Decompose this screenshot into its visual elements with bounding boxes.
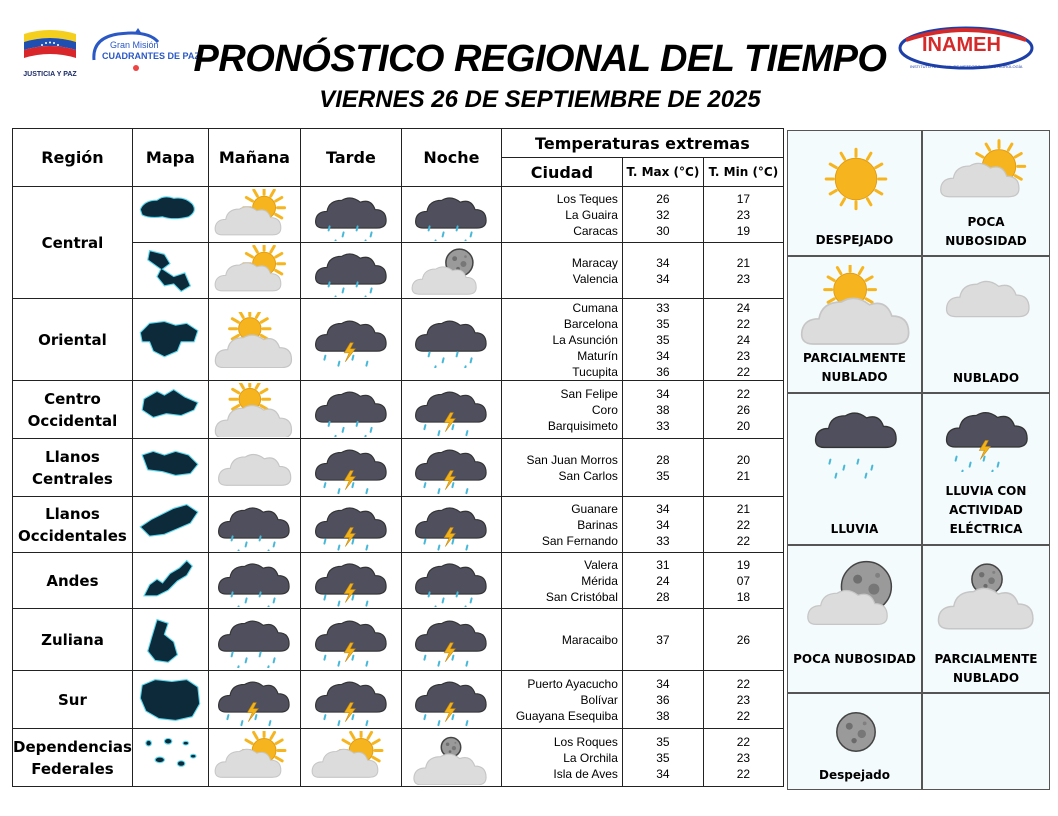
region-name: Andes bbox=[13, 553, 133, 609]
city-name: Coro bbox=[591, 402, 618, 417]
map-cell bbox=[132, 381, 208, 439]
tmin-value: 21 bbox=[736, 468, 751, 483]
tmin-value: 23 bbox=[736, 271, 751, 286]
tmax-value: 32 bbox=[656, 207, 670, 222]
lluvia-icon bbox=[212, 555, 296, 607]
tmax-value: 35 bbox=[656, 750, 670, 765]
morning-cell bbox=[208, 729, 300, 787]
tmin-cell bbox=[703, 243, 783, 299]
legend-item bbox=[922, 130, 1050, 256]
night-cell bbox=[401, 381, 501, 439]
electrica-icon bbox=[409, 441, 493, 495]
nublado-icon bbox=[939, 265, 1035, 335]
tmax-value: 33 bbox=[656, 300, 670, 315]
cities-cell bbox=[501, 243, 622, 299]
poca-nubosidad-icon bbox=[937, 139, 1037, 215]
venezuela-flag-icon bbox=[22, 28, 78, 64]
tmin-value: 20 bbox=[736, 452, 751, 467]
legend-item bbox=[922, 545, 1050, 693]
forecast-date: VIERNES 26 DE SEPTIEMBRE DE 2025 bbox=[319, 86, 761, 113]
poca-nubosidad-icon bbox=[212, 189, 296, 241]
region-map-icon bbox=[135, 245, 205, 297]
tmax-value: 35 bbox=[656, 332, 670, 347]
night-cell bbox=[401, 299, 501, 381]
tmin-value: 23 bbox=[736, 692, 751, 707]
city-name: Valera bbox=[584, 557, 618, 572]
tmax-value: 33 bbox=[656, 418, 670, 433]
night-cell bbox=[401, 439, 501, 497]
map-cell bbox=[132, 609, 208, 671]
city-name: Los Roques bbox=[553, 734, 618, 749]
city-name: San Juan Morros bbox=[526, 452, 618, 467]
city-name: Puerto Ayacucho bbox=[527, 676, 618, 691]
region-name: Centro Occidental bbox=[13, 381, 133, 439]
cities-cell bbox=[501, 439, 622, 497]
inameh-subtitle: INSTITUTO NACIONAL DE METEOROLOGÍA E HIDROLOGÍA bbox=[910, 64, 1023, 69]
tmin-cell bbox=[703, 299, 783, 381]
map-cell bbox=[132, 439, 208, 497]
tmax-value: 31 bbox=[656, 557, 670, 572]
tmax-cell bbox=[622, 299, 703, 381]
legend-label: PARCIALMENTE NUBLADO bbox=[803, 351, 906, 384]
region-name: Sur bbox=[13, 671, 133, 729]
poca-nubosidad-icon bbox=[212, 245, 296, 297]
city-name: San Fernando bbox=[541, 533, 618, 548]
cities-cell bbox=[501, 497, 622, 553]
legend-item bbox=[787, 256, 922, 393]
tmax-cell bbox=[622, 497, 703, 553]
afternoon-cell bbox=[300, 497, 401, 553]
tmax-value: 36 bbox=[656, 692, 670, 707]
city-name: San Cristóbal bbox=[545, 589, 618, 604]
tmin-value: 19 bbox=[736, 557, 751, 572]
parcial-icon bbox=[212, 383, 296, 437]
afternoon-cell bbox=[300, 553, 401, 609]
tmin-value: 23 bbox=[736, 207, 751, 222]
tmax-cell bbox=[622, 671, 703, 729]
header-morning: Mañana bbox=[208, 129, 300, 187]
justicia-y-paz-text: JUSTICIA Y PAZ bbox=[23, 71, 77, 78]
region-map-icon bbox=[135, 674, 205, 726]
electrica-icon bbox=[309, 612, 393, 668]
city-name: La Guaira bbox=[565, 207, 618, 222]
poca-nubosidad-icon bbox=[309, 731, 393, 785]
tmin-value: 23 bbox=[736, 750, 751, 765]
region-name: Oriental bbox=[13, 299, 133, 381]
map-cell bbox=[132, 671, 208, 729]
tmax-value: 26 bbox=[656, 191, 670, 206]
region-map-icon bbox=[135, 189, 205, 241]
city-name: Valencia bbox=[572, 271, 618, 286]
tmax-value: 34 bbox=[656, 766, 670, 781]
tmin-cell bbox=[703, 609, 783, 671]
lluvia-icon bbox=[212, 499, 296, 551]
table-row bbox=[13, 729, 784, 787]
tmin-value: 26 bbox=[736, 632, 751, 647]
tmax-value: 34 bbox=[656, 255, 670, 270]
night-cell bbox=[401, 671, 501, 729]
tmin-cell bbox=[703, 381, 783, 439]
parcial-icon bbox=[212, 312, 296, 368]
tmin-value: 18 bbox=[736, 589, 751, 604]
tmin-value: 20 bbox=[736, 418, 751, 433]
morning-cell bbox=[208, 187, 300, 243]
legend-item bbox=[787, 693, 922, 790]
tmax-cell bbox=[622, 609, 703, 671]
tmin-value: 26 bbox=[736, 402, 751, 417]
tmin-cell bbox=[703, 439, 783, 497]
tmax-value: 28 bbox=[656, 452, 670, 467]
morning-cell bbox=[208, 439, 300, 497]
nublado-icon bbox=[212, 441, 296, 495]
legend-label: POCA NUBOSIDAD bbox=[793, 652, 916, 666]
city-name: San Carlos bbox=[558, 468, 618, 483]
justicia-y-paz-logo bbox=[22, 28, 78, 80]
night-cell bbox=[401, 609, 501, 671]
tmin-value: 22 bbox=[736, 766, 751, 781]
city-name: Caracas bbox=[573, 223, 618, 238]
tmax-value: 33 bbox=[656, 533, 670, 548]
afternoon-cell bbox=[300, 729, 401, 787]
legend-label: Despejado bbox=[818, 768, 890, 782]
tmin-cell bbox=[703, 553, 783, 609]
city-name: Guanare bbox=[571, 501, 618, 516]
table-row bbox=[13, 299, 784, 381]
region-map-icon bbox=[135, 314, 205, 366]
lluvia-icon bbox=[212, 612, 296, 668]
region-name: Central bbox=[13, 187, 133, 299]
table-row bbox=[13, 553, 784, 609]
noche-despejado-icon bbox=[826, 702, 886, 762]
table-row bbox=[13, 609, 784, 671]
tmin-value: 24 bbox=[736, 332, 751, 347]
city-name: Maturín bbox=[577, 348, 618, 363]
city-name: La Orchila bbox=[563, 750, 618, 765]
tmax-cell bbox=[622, 243, 703, 299]
morning-cell bbox=[208, 497, 300, 553]
night-cell bbox=[401, 497, 501, 553]
tmax-value: 35 bbox=[656, 468, 670, 483]
map-cell bbox=[132, 187, 208, 243]
tmax-value: 38 bbox=[656, 708, 670, 723]
tmax-value: 28 bbox=[656, 589, 670, 604]
legend-item bbox=[922, 393, 1050, 545]
legend-label: LLUVIA bbox=[830, 522, 879, 536]
afternoon-cell bbox=[300, 243, 401, 299]
electrica-icon bbox=[309, 673, 393, 727]
legend-label: POCA NUBOSIDAD bbox=[945, 215, 1027, 248]
legend-item bbox=[787, 130, 922, 256]
region-map-icon bbox=[135, 442, 205, 494]
morning-cell bbox=[208, 243, 300, 299]
tmin-value: 21 bbox=[736, 501, 751, 516]
city-name: Los Teques bbox=[556, 191, 618, 206]
region-name: Zuliana bbox=[13, 609, 133, 671]
map-cell bbox=[132, 553, 208, 609]
table-row bbox=[13, 671, 784, 729]
region-name: Llanos Occidentales bbox=[13, 497, 133, 553]
morning-cell bbox=[208, 381, 300, 439]
afternoon-cell bbox=[300, 609, 401, 671]
tmin-cell bbox=[703, 497, 783, 553]
header-temps: Temperaturas extremas bbox=[501, 129, 783, 158]
city-name: Cumana bbox=[572, 300, 618, 315]
lluvia-icon bbox=[409, 555, 493, 607]
tmax-value: 35 bbox=[656, 316, 670, 331]
electrica-icon bbox=[309, 555, 393, 607]
cities-cell bbox=[501, 381, 622, 439]
map-cell bbox=[132, 299, 208, 381]
afternoon-cell bbox=[300, 187, 401, 243]
tmax-value: 34 bbox=[656, 386, 670, 401]
city-name: Maracaibo bbox=[561, 632, 618, 647]
tmin-cell bbox=[703, 187, 783, 243]
poca-nubosidad-icon bbox=[212, 731, 296, 785]
region-map-icon bbox=[135, 614, 205, 666]
noche-poca-icon bbox=[409, 245, 493, 297]
cities-cell bbox=[501, 609, 622, 671]
map-cell bbox=[132, 243, 208, 299]
city-name: San Felipe bbox=[560, 386, 618, 401]
cities-cell bbox=[501, 299, 622, 381]
tmin-value: 21 bbox=[736, 255, 751, 270]
forecast-table bbox=[12, 128, 784, 787]
region-map-icon bbox=[135, 499, 205, 551]
table-row bbox=[13, 497, 784, 553]
legend-label: NUBLADO bbox=[952, 371, 1020, 385]
table-row bbox=[13, 439, 784, 497]
tmin-value: 07 bbox=[736, 573, 751, 588]
night-cell bbox=[401, 553, 501, 609]
lluvia-icon bbox=[309, 189, 393, 241]
region-name: Dependencias Federales bbox=[13, 729, 133, 787]
electrica-icon bbox=[309, 441, 393, 495]
electrica-icon bbox=[409, 673, 493, 727]
city-name: Barquisimeto bbox=[547, 418, 618, 433]
tmin-value: 23 bbox=[736, 348, 751, 363]
page-title: PRONÓSTICO REGIONAL DEL TIEMPO bbox=[193, 38, 887, 80]
lluvia-icon bbox=[309, 245, 393, 297]
tmin-value: 22 bbox=[736, 734, 751, 749]
electrica-icon bbox=[409, 499, 493, 551]
tmin-value: 22 bbox=[736, 364, 751, 379]
city-name: Maracay bbox=[571, 255, 618, 270]
region-map-icon bbox=[135, 555, 205, 607]
tmin-value: 22 bbox=[736, 386, 751, 401]
electrica-icon bbox=[409, 612, 493, 668]
tmin-value: 22 bbox=[736, 316, 751, 331]
tmin-value: 17 bbox=[736, 191, 751, 206]
inameh-text: INAMEH bbox=[922, 34, 1001, 56]
header-tmin: T. Min (°C) bbox=[703, 158, 783, 187]
tmin-value: 22 bbox=[736, 676, 751, 691]
morning-cell bbox=[208, 299, 300, 381]
electrica-icon bbox=[309, 312, 393, 368]
map-cell bbox=[132, 729, 208, 787]
mission-line2: CUADRANTES DE PAZ bbox=[102, 51, 200, 61]
city-name: Isla de Aves bbox=[553, 766, 618, 781]
tmin-cell bbox=[703, 729, 783, 787]
tmax-value: 34 bbox=[656, 271, 670, 286]
header-map: Mapa bbox=[132, 129, 208, 187]
tmax-cell bbox=[622, 439, 703, 497]
table-row bbox=[13, 187, 784, 243]
cities-cell bbox=[501, 729, 622, 787]
tmin-value: 22 bbox=[736, 708, 751, 723]
tmax-cell bbox=[622, 729, 703, 787]
lluvia-icon bbox=[808, 402, 904, 482]
region-name: Llanos Centrales bbox=[13, 439, 133, 497]
tmax-value: 36 bbox=[656, 364, 670, 379]
legend-item bbox=[787, 545, 922, 693]
city-name: Barcelona bbox=[563, 316, 618, 331]
tmax-value: 34 bbox=[656, 517, 670, 532]
legend-label: LLUVIA CON ACTIVIDAD ELÉCTRICA bbox=[945, 484, 1027, 536]
header-tmax: T. Max (°C) bbox=[622, 158, 703, 187]
region-map-icon bbox=[135, 732, 205, 784]
despejado-icon bbox=[806, 139, 906, 219]
table-row bbox=[13, 381, 784, 439]
tmin-value: 24 bbox=[736, 300, 751, 315]
afternoon-cell bbox=[300, 671, 401, 729]
afternoon-cell bbox=[300, 439, 401, 497]
city-name: La Asunción bbox=[552, 332, 618, 347]
electrica-icon bbox=[939, 402, 1035, 472]
tmax-value: 34 bbox=[656, 676, 670, 691]
city-name: Tucupita bbox=[572, 364, 618, 379]
city-name: Mérida bbox=[581, 573, 618, 588]
cities-cell bbox=[501, 553, 622, 609]
morning-cell bbox=[208, 671, 300, 729]
electrica-icon bbox=[309, 499, 393, 551]
tmin-value: 22 bbox=[736, 517, 751, 532]
afternoon-cell bbox=[300, 299, 401, 381]
tmin-value: 19 bbox=[736, 223, 751, 238]
header-afternoon: Tarde bbox=[300, 129, 401, 187]
lluvia-icon bbox=[309, 383, 393, 437]
region-map-icon bbox=[135, 384, 205, 436]
inameh-logo bbox=[896, 26, 1036, 76]
electrica-icon bbox=[409, 383, 493, 437]
electrica-icon bbox=[212, 673, 296, 727]
tmax-cell bbox=[622, 381, 703, 439]
noche-parcial-icon bbox=[932, 554, 1042, 638]
header-region: Región bbox=[13, 129, 133, 187]
city-name: Barinas bbox=[577, 517, 618, 532]
legend-label: DESPEJADO bbox=[815, 233, 894, 247]
tmin-cell bbox=[703, 671, 783, 729]
legend-empty-cell bbox=[922, 693, 1050, 790]
map-cell bbox=[132, 497, 208, 553]
tmax-cell bbox=[622, 553, 703, 609]
parcial-icon bbox=[797, 265, 915, 347]
tmax-value: 38 bbox=[656, 402, 670, 417]
lluvia-icon bbox=[409, 189, 493, 241]
tmax-value: 34 bbox=[656, 348, 670, 363]
afternoon-cell bbox=[300, 381, 401, 439]
header-night: Noche bbox=[401, 129, 501, 187]
city-name: Guayana Esequiba bbox=[515, 708, 618, 723]
header-city: Ciudad bbox=[501, 158, 622, 187]
morning-cell bbox=[208, 609, 300, 671]
cities-cell bbox=[501, 671, 622, 729]
night-cell bbox=[401, 729, 501, 787]
tmax-cell bbox=[622, 187, 703, 243]
tmax-value: 35 bbox=[656, 734, 670, 749]
tmax-value: 34 bbox=[656, 501, 670, 516]
legend-label: PARCIALMENTE NUBLADO bbox=[934, 652, 1038, 685]
morning-cell bbox=[208, 553, 300, 609]
tmax-value: 37 bbox=[656, 632, 670, 647]
lluvia-icon bbox=[409, 312, 493, 368]
legend-item bbox=[922, 256, 1050, 393]
tmax-value: 30 bbox=[656, 223, 670, 238]
city-name: Bolívar bbox=[580, 692, 618, 707]
mission-line1: Gran Misión bbox=[110, 40, 159, 50]
tmin-value: 22 bbox=[736, 533, 751, 548]
legend-item bbox=[787, 393, 922, 545]
night-cell bbox=[401, 243, 501, 299]
tmax-value: 24 bbox=[656, 573, 670, 588]
noche-parcial-icon bbox=[409, 731, 493, 785]
cities-cell bbox=[501, 187, 622, 243]
night-cell bbox=[401, 187, 501, 243]
noche-poca-icon bbox=[804, 554, 908, 650]
